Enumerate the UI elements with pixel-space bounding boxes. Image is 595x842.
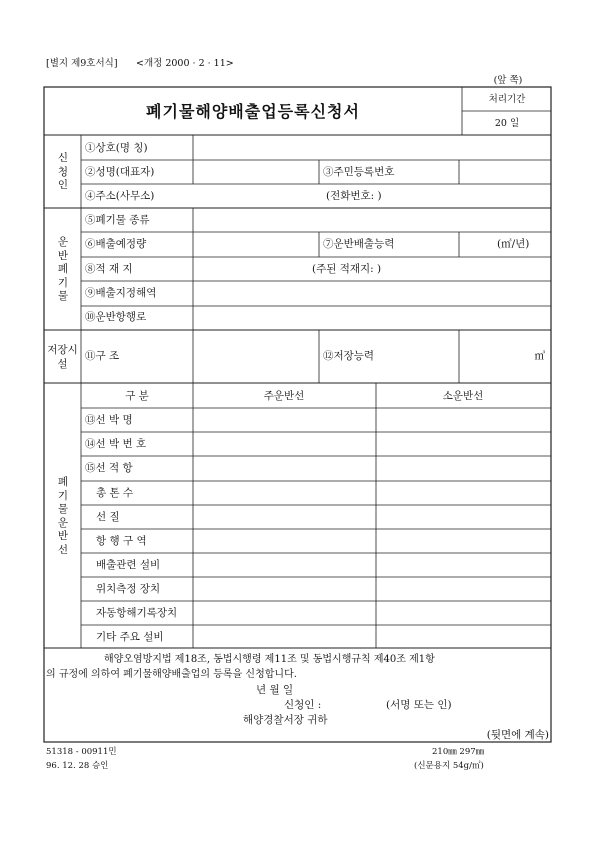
processing-period-label: 처리기간: [488, 94, 526, 105]
vessel-row-label: 자동항해기록장치: [96, 607, 178, 619]
paper-type: (신문용지 54g/㎡): [414, 761, 484, 771]
section-char: 반: [57, 249, 69, 262]
vessel-row-label: ⑬선 박 명: [85, 414, 133, 426]
vessel-row-label: 위치측정 장치: [96, 583, 161, 595]
representative-name-label: ②성명(대표자): [85, 166, 155, 178]
declaration-line-1: 해양오염방지법 제18조, 동법시행령 제11조 및 동법시행규칙 제40조 제1항: [104, 654, 435, 665]
section-char: 인: [57, 179, 69, 191]
discharge-area-label: ⑨배출지정해역: [85, 287, 157, 299]
revision-date: <개정 2000 · 2 · 11>: [136, 58, 234, 69]
section-char: 선: [57, 543, 69, 556]
section-char: 운: [57, 516, 69, 529]
address-label: ④주소(사무소): [85, 190, 155, 202]
structure-label: ⑪구 조: [85, 350, 120, 362]
transport-capacity-label: ⑦운반배출능력: [323, 238, 395, 250]
vessel-header-main: 주운반선: [263, 390, 305, 402]
section-char: 기: [57, 276, 69, 289]
paper-size: 210㎜ 297㎜: [432, 747, 485, 757]
section-char: 폐: [57, 263, 69, 275]
page-side-label: (앞 쪽): [493, 75, 523, 86]
form-number: [별지 제9호서식]: [46, 58, 118, 69]
vessel-row-label: 선 질: [96, 511, 120, 523]
applicant-signature-label: 신청인 :: [284, 699, 322, 711]
section-char: 저장시: [47, 344, 78, 356]
approval-date: 96. 12. 28 승인: [46, 761, 109, 771]
section-char: 설: [57, 357, 68, 370]
vessel-row-label: ⑮선 적 항: [85, 462, 133, 474]
section-storage: [44, 344, 81, 371]
main-loading-place-label: (주된 적재지: ): [312, 263, 382, 275]
storage-unit-label: ㎥: [534, 350, 545, 362]
discharge-amount-label: ⑥배출예정량: [85, 238, 147, 250]
form-code: 51318 - 00911민: [46, 747, 117, 757]
section-char: 폐: [57, 476, 69, 488]
application-date: 년 월 일: [256, 684, 294, 696]
storage-capacity-label: ⑫저장능력: [323, 350, 375, 362]
resident-number-label: ③주민등록번호: [323, 166, 395, 178]
processing-period-value: 20 일: [494, 118, 520, 129]
addressee: 해양경찰서장 귀하: [243, 714, 328, 726]
page-title: 폐기물해양배출업등록신청서: [146, 102, 360, 121]
capacity-unit-label: (㎥/년): [497, 238, 530, 250]
vessel-row-label: 배출관련 설비: [96, 559, 161, 571]
vessel-row-label: 총 톤 수: [96, 487, 134, 499]
vessel-row-label: 기타 주요 설비: [96, 631, 164, 643]
signature-placeholder: (서명 또는 인): [386, 699, 452, 711]
trade-name-label: ①상호(명 칭): [85, 142, 148, 154]
section-char: 물: [57, 503, 69, 515]
loading-place-label: ⑧적 재 지: [85, 263, 133, 275]
vessel-header-category: 구 분: [125, 390, 149, 402]
waste-type-label: ⑤폐기물 종류: [85, 214, 150, 226]
section-transport-waste: [54, 236, 72, 304]
section-applicant: [54, 152, 72, 193]
vessel-header-sub: 소운반선: [442, 390, 484, 402]
vessel-row-label: ⑭선 박 번 호: [85, 438, 147, 450]
section-char: 기: [57, 489, 69, 502]
route-label: ⑩운반항행로: [85, 311, 147, 323]
section-char: 신: [57, 152, 69, 164]
section-char: 청: [57, 165, 69, 178]
continued-note: (뒷면에 계속): [486, 729, 549, 741]
section-char: 반: [57, 530, 69, 542]
section-char: 물: [57, 290, 69, 302]
declaration-line-2: 의 규정에 의하여 폐기물해양배출업의 등록을 신청합니다.: [46, 669, 297, 680]
section-char: 운: [57, 236, 69, 248]
phone-label: (전화번호: ): [326, 190, 382, 202]
section-waste-vessel: [54, 476, 72, 557]
vessel-row-label: 항 행 구 역: [96, 535, 147, 547]
